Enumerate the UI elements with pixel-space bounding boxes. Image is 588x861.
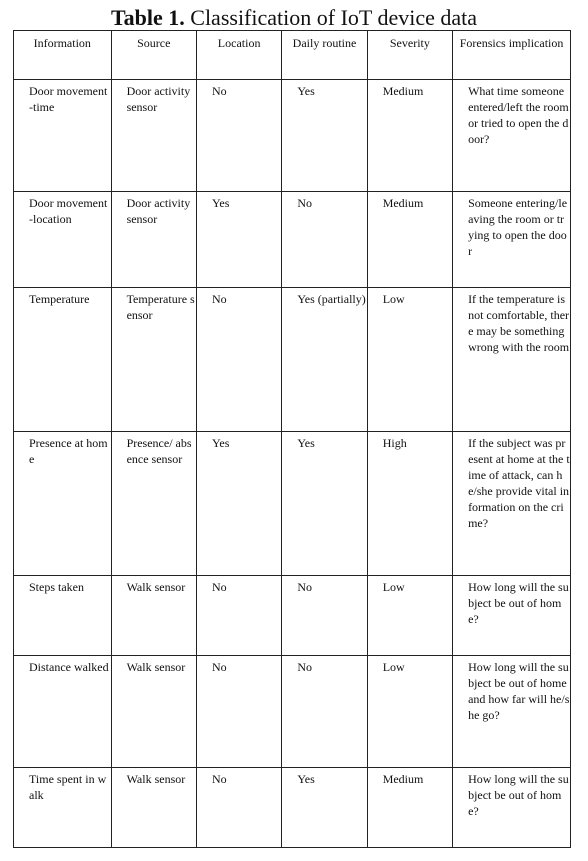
cell-implication: How long will the subject be out of home? bbox=[453, 768, 571, 848]
header-information: Information bbox=[14, 31, 112, 80]
cell-implication: Someone entering/leaving the room or trying to open the door bbox=[453, 192, 571, 288]
table-row bbox=[14, 656, 571, 768]
cell-implication: If the temperature is not comfortable, there may be something wrong with the room bbox=[453, 288, 571, 432]
cell-severity: Medium bbox=[367, 768, 452, 848]
cell-source: Walk sensor bbox=[111, 656, 196, 768]
table-row bbox=[14, 80, 571, 192]
cell-information: Time spent in walk bbox=[14, 768, 112, 848]
cell-information: Door movement-time bbox=[14, 80, 112, 192]
cell-location: No bbox=[196, 576, 281, 656]
cell-daily-routine: Yes (partially) bbox=[282, 288, 367, 432]
cell-source: Walk sensor bbox=[111, 576, 196, 656]
cell-implication: How long will the subject be out of home and how far will he/she go? bbox=[453, 656, 571, 768]
cell-implication: If the subject was present at home at the time of attack, can he/she provide vital information on the crime? bbox=[453, 432, 571, 576]
cell-location: No bbox=[196, 768, 281, 848]
cell-location: No bbox=[196, 288, 281, 432]
table-row bbox=[14, 192, 571, 288]
cell-information: Presence at home bbox=[14, 432, 112, 576]
cell-severity: High bbox=[367, 432, 452, 576]
cell-daily-routine: No bbox=[282, 656, 367, 768]
cell-severity: Medium bbox=[367, 80, 452, 192]
cell-location: No bbox=[196, 80, 281, 192]
cell-information: Temperature bbox=[14, 288, 112, 432]
cell-information: Steps taken bbox=[14, 576, 112, 656]
cell-severity: Low bbox=[367, 576, 452, 656]
header-severity: Severity bbox=[367, 31, 452, 80]
cell-daily-routine: Yes bbox=[282, 432, 367, 576]
cell-severity: Low bbox=[367, 288, 452, 432]
cell-location: No bbox=[196, 656, 281, 768]
header-source: Source bbox=[111, 31, 196, 80]
cell-source: Presence/ absence sensor bbox=[111, 432, 196, 576]
cell-source: Door activity sensor bbox=[111, 192, 196, 288]
table-caption bbox=[0, 5, 588, 31]
header-location: Location bbox=[196, 31, 281, 80]
cell-location: Yes bbox=[196, 192, 281, 288]
cell-daily-routine: Yes bbox=[282, 80, 367, 192]
cell-information: Distance walked bbox=[14, 656, 112, 768]
cell-daily-routine: No bbox=[282, 576, 367, 656]
cell-daily-routine: No bbox=[282, 192, 367, 288]
header-forensics-implication: Forensics implication bbox=[453, 31, 571, 80]
cell-source: Door activity sensor bbox=[111, 80, 196, 192]
header-row bbox=[14, 31, 571, 80]
table-row bbox=[14, 432, 571, 576]
table-row bbox=[14, 288, 571, 432]
cell-source: Temperature sensor bbox=[111, 288, 196, 432]
cell-location: Yes bbox=[196, 432, 281, 576]
header-daily-routine: Daily routine bbox=[282, 31, 367, 80]
cell-implication: How long will the subject be out of home? bbox=[453, 576, 571, 656]
cell-implication: What time someone entered/left the room or tried to open the door? bbox=[453, 80, 571, 192]
iot-classification-table bbox=[13, 30, 571, 848]
caption-label: Table 1. bbox=[110, 5, 185, 30]
caption-title: Classification of IoT device data bbox=[190, 5, 477, 30]
cell-source: Walk sensor bbox=[111, 768, 196, 848]
cell-severity: Low bbox=[367, 656, 452, 768]
table-row bbox=[14, 576, 571, 656]
cell-severity: Medium bbox=[367, 192, 452, 288]
cell-information: Door movement-location bbox=[14, 192, 112, 288]
cell-daily-routine: Yes bbox=[282, 768, 367, 848]
table-row bbox=[14, 768, 571, 848]
